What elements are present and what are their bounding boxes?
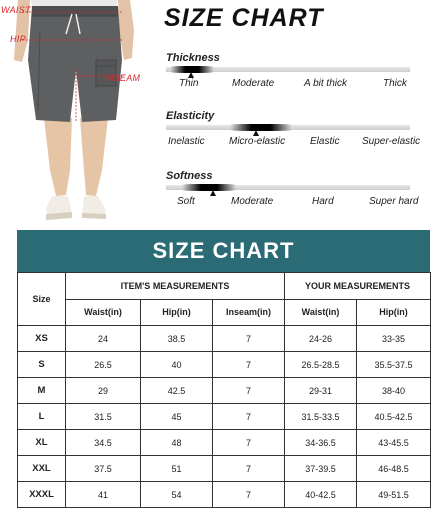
thickness-option: A bit thick	[304, 78, 347, 89]
measurement-cell: 49-51.5	[357, 482, 431, 508]
size-cell: XS	[18, 326, 66, 352]
product-info-panel	[0, 0, 446, 228]
softness-title: Softness	[166, 170, 213, 182]
measurement-cell: 31.5-33.5	[285, 404, 357, 430]
size-header: Size	[18, 273, 66, 326]
your-measurements-header: YOUR MEASUREMENTS	[285, 273, 431, 300]
size-cell: M	[18, 378, 66, 404]
model-figure	[0, 0, 150, 228]
thickness-option: Thick	[383, 78, 407, 89]
measurement-cell: 7	[213, 430, 285, 456]
items-measurements-header: ITEM'S MEASUREMENTS	[66, 273, 285, 300]
thickness-option: Thin	[179, 78, 199, 89]
elasticity-title: Elasticity	[166, 110, 215, 122]
elasticity-option: Super-elastic	[362, 136, 421, 147]
table-title-bar	[17, 230, 430, 272]
thickness-scale	[166, 52, 436, 108]
measurement-cell: 26.5	[66, 352, 141, 378]
column-header: Waist(in)	[66, 299, 141, 326]
elasticity-option: Micro-elastic	[229, 136, 286, 147]
softness-indicator	[182, 184, 236, 191]
elasticity-scale	[166, 110, 436, 166]
size-cell: XXXL	[18, 482, 66, 508]
measurement-cell: 7	[213, 326, 285, 352]
elasticity-option: Inelastic	[168, 136, 205, 147]
column-header: Inseam(in)	[213, 299, 285, 326]
table-row	[18, 456, 431, 482]
softness-option: Soft	[177, 196, 195, 207]
measurement-cell: 48	[141, 430, 213, 456]
measurement-cell: 54	[141, 482, 213, 508]
elasticity-option: Elastic	[310, 136, 340, 147]
measurement-cell: 43-45.5	[357, 430, 431, 456]
table-row	[18, 352, 431, 378]
softness-scale	[166, 170, 436, 226]
size-cell: XL	[18, 430, 66, 456]
size-chart-table	[17, 230, 430, 500]
waist-label: WAIST	[1, 5, 31, 15]
measurement-cell: 42.5	[141, 378, 213, 404]
size-cell: XXL	[18, 456, 66, 482]
column-header: Hip(in)	[357, 299, 431, 326]
measurement-cell: 51	[141, 456, 213, 482]
measurement-cell: 38-40	[357, 378, 431, 404]
measurement-cell: 34-36.5	[285, 430, 357, 456]
hip-label: HIP	[10, 34, 26, 44]
measurement-cell: 7	[213, 404, 285, 430]
softness-option: Hard	[312, 196, 334, 207]
size-cell: L	[18, 404, 66, 430]
column-header: Hip(in)	[141, 299, 213, 326]
measurement-cell: 7	[213, 482, 285, 508]
measurement-cell: 24	[66, 326, 141, 352]
table-title: SIZE CHART	[152, 238, 295, 263]
measurement-cell: 29-31	[285, 378, 357, 404]
measurement-cell: 35.5-37.5	[357, 352, 431, 378]
table-row	[18, 482, 431, 508]
thickness-title: Thickness	[166, 52, 220, 64]
size-cell: S	[18, 352, 66, 378]
measurement-cell: 38.5	[141, 326, 213, 352]
measurement-cell: 40	[141, 352, 213, 378]
measurement-cell: 46-48.5	[357, 456, 431, 482]
measurement-cell: 29	[66, 378, 141, 404]
softness-pointer-icon	[210, 190, 216, 196]
table-row	[18, 378, 431, 404]
column-header: Waist(in)	[285, 299, 357, 326]
measurement-cell: 7	[213, 456, 285, 482]
measurement-cell: 33-35	[357, 326, 431, 352]
elasticity-indicator	[230, 124, 292, 131]
measurement-cell: 37-39.5	[285, 456, 357, 482]
thickness-option: Moderate	[232, 78, 275, 89]
page-title: SIZE CHART	[164, 4, 324, 32]
softness-option: Moderate	[231, 196, 274, 207]
inseam-label: INSEAM	[104, 73, 141, 83]
measurement-cell: 24-26	[285, 326, 357, 352]
measurement-cell: 45	[141, 404, 213, 430]
softness-option: Super hard	[369, 196, 419, 207]
table-row	[18, 326, 431, 352]
measurement-cell: 40-42.5	[285, 482, 357, 508]
size-table	[17, 272, 431, 508]
measurement-cell: 26.5-28.5	[285, 352, 357, 378]
table-row	[18, 430, 431, 456]
measurement-cell: 37.5	[66, 456, 141, 482]
measurement-cell: 41	[66, 482, 141, 508]
measurement-cell: 7	[213, 352, 285, 378]
measurement-cell: 40.5-42.5	[357, 404, 431, 430]
measurement-cell: 7	[213, 378, 285, 404]
measurement-cell: 34.5	[66, 430, 141, 456]
measurement-cell: 31.5	[66, 404, 141, 430]
table-row	[18, 404, 431, 430]
